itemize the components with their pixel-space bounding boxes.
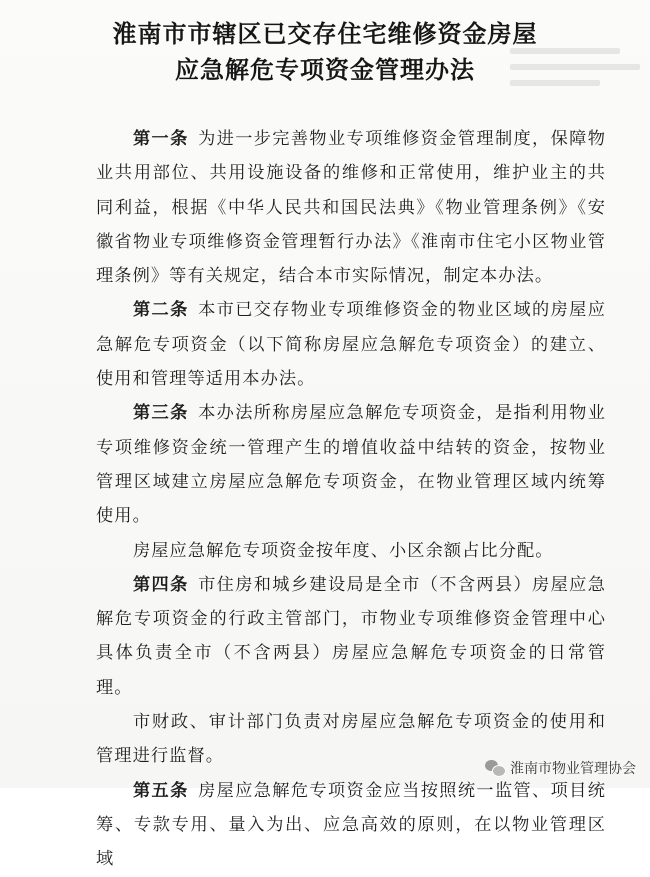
article-paragraph bbox=[96, 396, 606, 533]
article-text: 房屋应急解危专项资金应当按照统一监管、项目统筹、专款专用、量入为出、应急高效的原则，在以物业管理区域 bbox=[96, 780, 606, 870]
article-text: 本办法所称房屋应急解危专项资金，是指利用物业专项维修资金统一管理产生的增值收益中结转的资金，按物业管理区域建立房屋应急解危专项资金，在物业管理区域内统筹使用。 bbox=[96, 403, 606, 527]
title-line-2: 应急解危专项资金管理办法 bbox=[175, 55, 475, 84]
wechat-icon bbox=[485, 760, 505, 777]
body-paragraph bbox=[96, 534, 606, 568]
article-text: 本市已交存物业专项维修资金的物业区域的房屋应急解危专项资金（以下简称房屋应急解危专项资金）的建立、使用和管理等适用本办法。 bbox=[96, 300, 606, 390]
article-label: 第二条 bbox=[132, 300, 189, 321]
article-label: 第四条 bbox=[132, 574, 189, 595]
article-paragraph bbox=[96, 774, 606, 877]
document-title bbox=[0, 16, 650, 88]
article-label: 第五条 bbox=[132, 780, 189, 801]
article-label: 第一条 bbox=[132, 129, 189, 149]
article-paragraph bbox=[96, 293, 606, 396]
source-watermark bbox=[485, 758, 636, 778]
article-label: 第三条 bbox=[132, 403, 189, 424]
article-paragraph bbox=[96, 122, 606, 293]
title-line-1: 淮南市市辖区已交存住宅维修资金房屋 bbox=[112, 19, 538, 48]
source-name: 淮南市物业管理协会 bbox=[510, 761, 636, 777]
paragraph-text: 房屋应急解危专项资金按年度、小区余额占比分配。 bbox=[132, 540, 554, 561]
article-text: 市住房和城乡建设局是全市（不含两县）房屋应急解危专项资金的行政主管部门，市物业专项维修资金管理中心具体负责全市（不含两县）房屋应急解危专项资金的日常管理。 bbox=[96, 574, 606, 698]
article-paragraph bbox=[96, 568, 606, 705]
article-text: 为进一步完善物业专项维修资金管理制度，保障物业共用部位、共用设施设备的维修和正常使用，维护业主的共同利益，根据《中华人民共和国民法典》《物业管理条例》《安徽省物业专项维修资金管理暂行办法》《淮南市住宅小区物业管理条例》等有关规定，结合本市实际情况，制定本办法。 bbox=[96, 129, 606, 287]
paragraph-text: 市财政、审计部门负责对房屋应急解危专项资金的使用和管理进行监督。 bbox=[96, 712, 606, 767]
